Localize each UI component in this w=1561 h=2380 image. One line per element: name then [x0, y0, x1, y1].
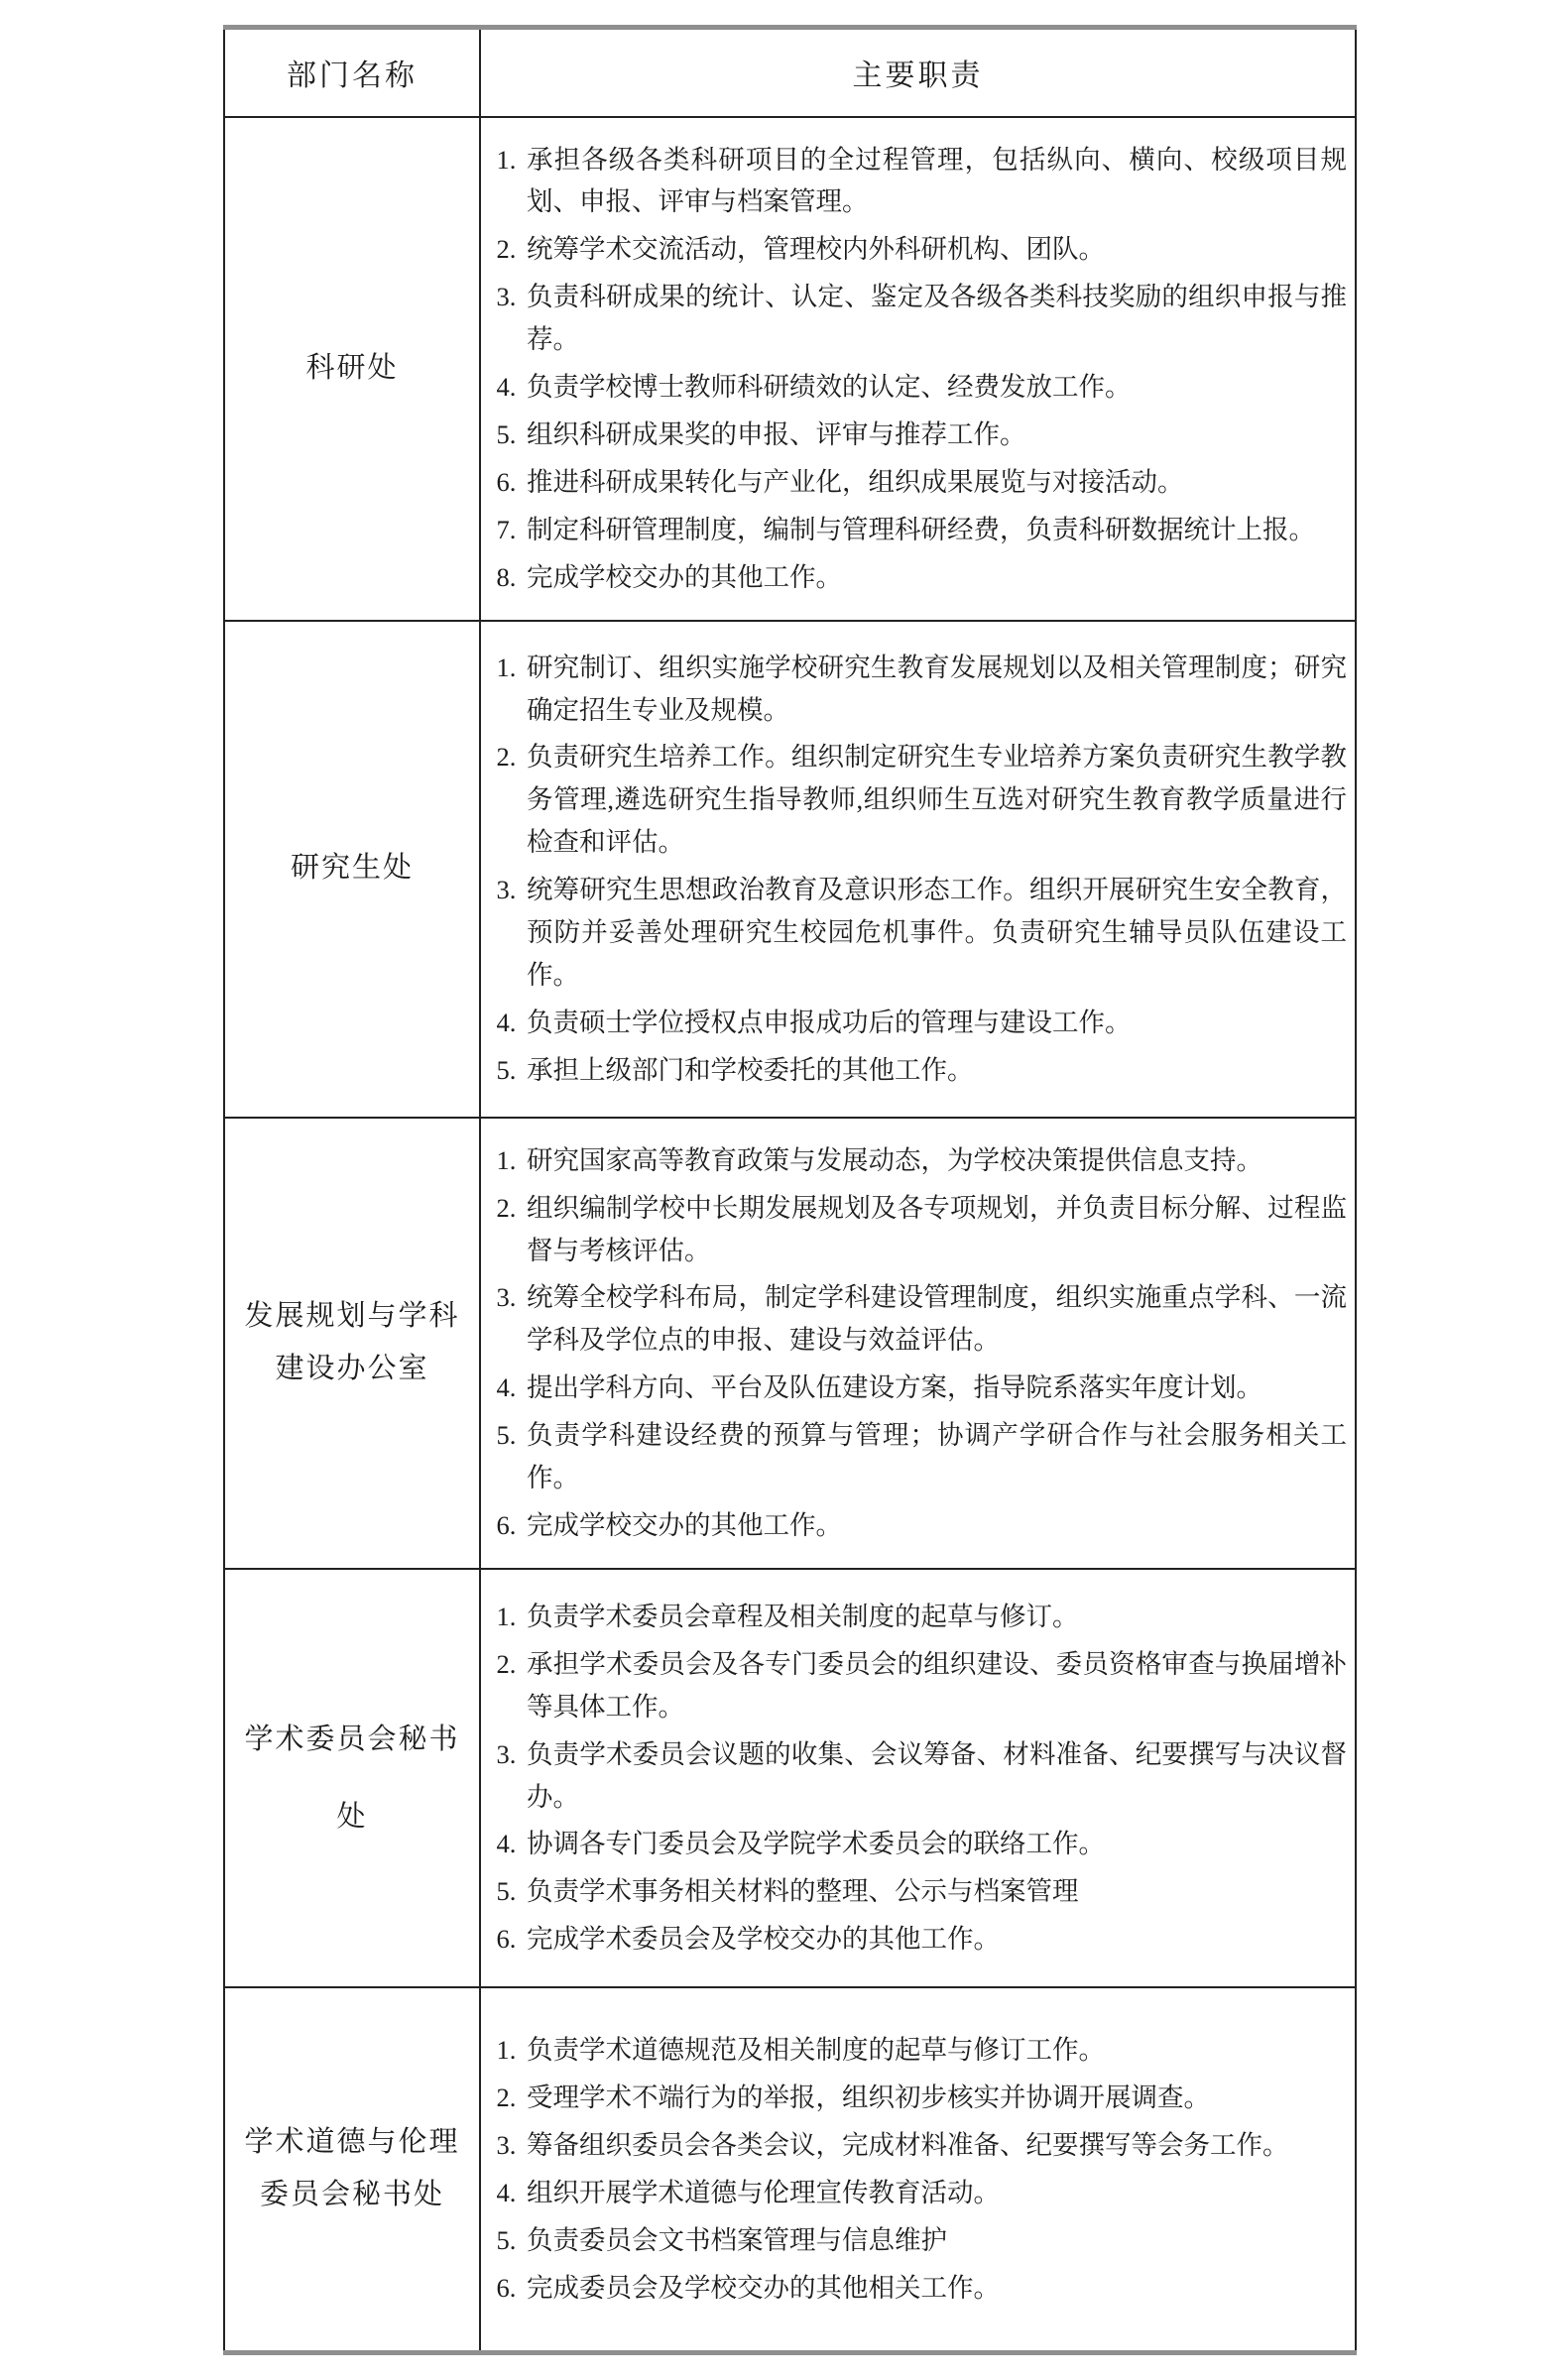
- duty-item: 3. 统筹研究生思想政治教育及意识形态工作。组织开展研究生安全教育，预防并妥善处理研究生校园危机事件。负责研究生辅导员队伍建设工作。: [523, 869, 1347, 997]
- duty-item: 5. 承担上级部门和学校委托的其他工作。: [523, 1049, 1347, 1092]
- duty-item: 3. 筹备组织委员会各类会议，完成材料准备、纪要撰写等会务工作。: [523, 2124, 1347, 2167]
- duties-list: [489, 139, 1347, 599]
- duty-item: 7. 制定科研管理制度，编制与管理科研经费，负责科研数据统计上报。: [523, 509, 1347, 551]
- department-name-line: 科研处: [305, 351, 399, 384]
- department-name-line: 处: [336, 1801, 368, 1834]
- duty-item: 1. 承担各级各类科研项目的全过程管理，包括纵向、横向、校级项目规划、申报、评审与档案管理。: [523, 139, 1347, 224]
- duty-item: 2. 统筹学术交流活动，管理校内外科研机构、团队。: [523, 228, 1347, 271]
- duty-item: 6. 推进科研成果转化与产业化，组织成果展览与对接活动。: [523, 461, 1347, 504]
- table-row: [224, 117, 1356, 621]
- department-name-cell: [224, 1987, 480, 2352]
- duty-item: 2. 负责研究生培养工作。组织制定研究生专业培养方案负责研究生教学教务管理,遴选研究生指导教师,组织师生互选对研究生教育教学质量进行检查和评估。: [523, 736, 1347, 864]
- duty-item: 5. 负责委员会文书档案管理与信息维护: [523, 2219, 1347, 2262]
- table-header-row: [224, 28, 1356, 117]
- duty-item: 1. 负责学术道德规范及相关制度的起草与修订工作。: [523, 2029, 1347, 2072]
- duty-item: 4. 协调各专门委员会及学院学术委员会的联络工作。: [523, 1823, 1347, 1865]
- duties-list: [489, 647, 1347, 1092]
- duties-list: [489, 2029, 1347, 2310]
- duty-item: 5. 负责学科建设经费的预算与管理；协调产学研合作与社会服务相关工作。: [523, 1414, 1347, 1499]
- duty-item: 6. 完成学校交办的其他工作。: [523, 1504, 1347, 1547]
- duty-item: 4. 负责学校博士教师科研绩效的认定、经费发放工作。: [523, 366, 1347, 409]
- department-name-cell: [224, 1569, 480, 1987]
- department-name-line: 建设办公室: [275, 1353, 429, 1385]
- duty-item: 2. 承担学术委员会及各专门委员会的组织建设、委员资格审查与换届增补等具体工作。: [523, 1643, 1347, 1728]
- duty-item: 3. 负责科研成果的统计、认定、鉴定及各级各类科技奖励的组织申报与推荐。: [523, 276, 1347, 361]
- duty-item: 8. 完成学校交办的其他工作。: [523, 556, 1347, 599]
- duty-item: 1. 研究国家高等教育政策与发展动态，为学校决策提供信息支持。: [523, 1139, 1347, 1182]
- duty-item: 4. 提出学科方向、平台及队伍建设方案，指导院系落实年度计划。: [523, 1367, 1347, 1409]
- duty-item: 5. 负责学术事务相关材料的整理、公示与档案管理: [523, 1870, 1347, 1913]
- duty-item: 4. 负责硕士学位授权点申报成功后的管理与建设工作。: [523, 1002, 1347, 1044]
- duty-item: 5. 组织科研成果奖的申报、评审与推荐工作。: [523, 414, 1347, 456]
- header-main-duties: 主要职责: [480, 28, 1356, 117]
- duty-item: 1. 研究制订、组织实施学校研究生教育发展规划以及相关管理制度；研究确定招生专业及规模。: [523, 647, 1347, 732]
- duty-item: 6. 完成学术委员会及学校交办的其他工作。: [523, 1918, 1347, 1961]
- department-name-cell: [224, 621, 480, 1118]
- duty-item: 4. 组织开展学术道德与伦理宣传教育活动。: [523, 2172, 1347, 2214]
- duties-list: [489, 1596, 1347, 1961]
- duty-item: 6. 完成委员会及学校交办的其他相关工作。: [523, 2267, 1347, 2310]
- header-department-name: 部门名称: [224, 28, 480, 117]
- duties-list: [489, 1139, 1347, 1547]
- department-name-line: 学术委员会秘书: [244, 1723, 460, 1755]
- department-name-line: 研究生处: [290, 852, 414, 885]
- duty-item: 2. 受理学术不端行为的举报，组织初步核实并协调开展调查。: [523, 2077, 1347, 2119]
- duties-cell: [480, 621, 1356, 1118]
- duty-item: 2. 组织编制学校中长期发展规划及各专项规划，并负责目标分解、过程监督与考核评估。: [523, 1187, 1347, 1272]
- duties-cell: [480, 1987, 1356, 2352]
- department-duties-table: [223, 25, 1357, 2355]
- department-name-line: 学术道德与伦理: [244, 2125, 460, 2158]
- table-row: [224, 1118, 1356, 1569]
- duties-cell: [480, 117, 1356, 621]
- duties-cell: [480, 1569, 1356, 1987]
- duty-item: 3. 统筹全校学科布局，制定学科建设管理制度，组织实施重点学科、一流学科及学位点的申报、建设与效益评估。: [523, 1276, 1347, 1362]
- department-name-cell: [224, 117, 480, 621]
- duty-item: 3. 负责学术委员会议题的收集、会议筹备、材料准备、纪要撰写与决议督办。: [523, 1733, 1347, 1819]
- duties-cell: [480, 1118, 1356, 1569]
- table-row: [224, 1987, 1356, 2352]
- duty-item: 1. 负责学术委员会章程及相关制度的起草与修订。: [523, 1596, 1347, 1638]
- table-row: [224, 621, 1356, 1118]
- table-row: [224, 1569, 1356, 1987]
- department-name-line: 委员会秘书处: [259, 2179, 444, 2211]
- department-name-cell: [224, 1118, 480, 1569]
- department-name-line: 发展规划与学科: [244, 1299, 460, 1332]
